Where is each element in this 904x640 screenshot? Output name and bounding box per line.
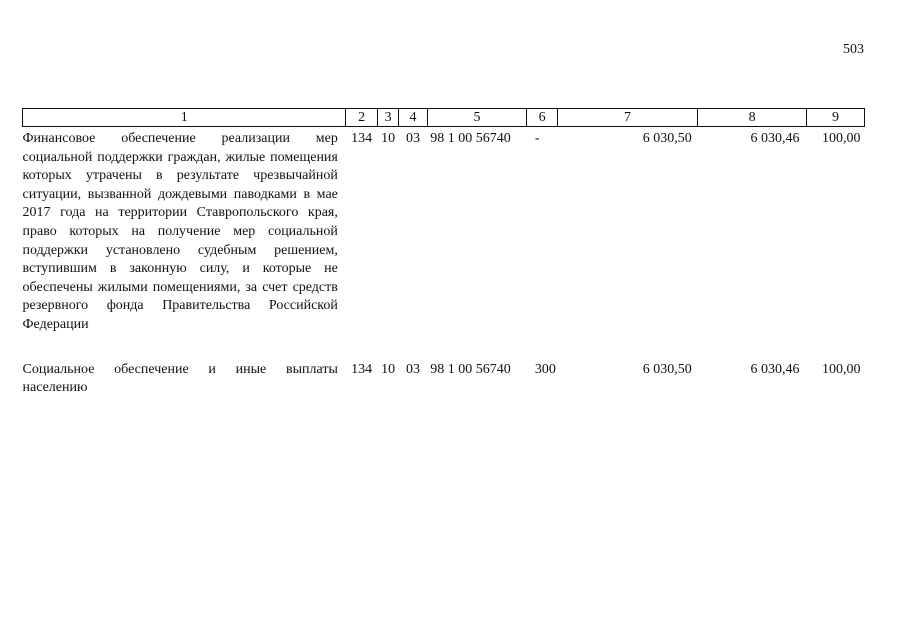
row-name: Социальное обеспечение и иные выплаты населению [22, 361, 338, 396]
column-header-8: 8 [698, 109, 807, 127]
table-header [23, 109, 865, 127]
cell-col-6: - [534, 131, 540, 146]
column-header-6: 6 [527, 109, 558, 127]
cell-col-6: 300 [534, 361, 556, 377]
row-spacer [23, 335, 865, 360]
column-header-4: 4 [399, 109, 427, 127]
cell-col-9: 100,00 [822, 361, 861, 377]
cell-col-9: 100,00 [822, 131, 861, 146]
cell-col-7: 6 030,50 [642, 131, 692, 146]
column-header-7: 7 [557, 109, 697, 127]
column-header-2: 2 [346, 109, 378, 127]
column-number-row [23, 109, 865, 127]
cell-col-8: 6 030,46 [750, 361, 800, 377]
budget-table [22, 108, 865, 398]
cell-col-3: 10 [381, 361, 396, 377]
cell-col-5: 98 1 00 56740 [430, 131, 511, 146]
column-header-3: 3 [377, 109, 398, 127]
cell-col-8: 6 030,46 [750, 131, 800, 146]
column-header-5: 5 [427, 109, 527, 127]
table-row [23, 127, 865, 335]
cell-col-2: 134 [351, 131, 373, 146]
cell-col-5: 98 1 00 56740 [430, 361, 511, 377]
column-header-9: 9 [806, 109, 864, 127]
column-header-1: 1 [23, 109, 346, 127]
cell-col-3: 10 [381, 131, 396, 146]
page-number: 503 [843, 42, 864, 57]
cell-col-4: 03 [405, 131, 420, 146]
cell-col-7: 6 030,50 [642, 361, 692, 377]
cell-col-2: 134 [351, 361, 373, 377]
cell-col-4: 03 [405, 361, 420, 377]
row-name: Финансовое обеспечение реализации мер социальной поддержки граждан, жилые помещения которых утрачены в результате чрезвычайной ситуации, вызванной дождевыми паводками в мае 2017 года на территории Ставропольского края, право которых на получение мер социальной поддержки установлено судебным решением, вступившим в законную силу, и которые не обеспечены жилыми помещениями, за счет средств резервного фонда Правительства Российской Федерации [22, 131, 338, 332]
table-row [23, 360, 865, 398]
